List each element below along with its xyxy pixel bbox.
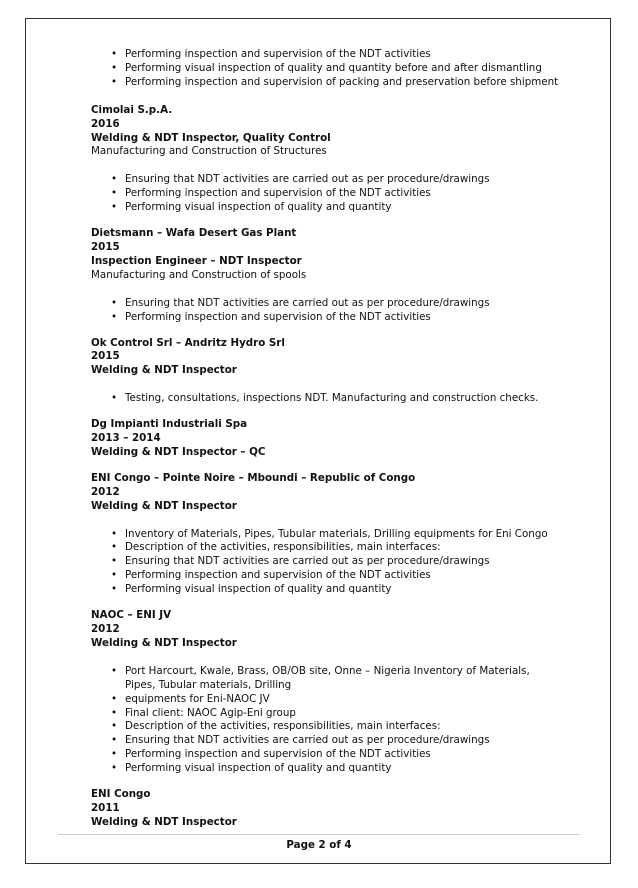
- bullet-item: • Performing inspection and supervision of packing and preservation before shipment: [91, 76, 561, 90]
- bullet-list: [91, 297, 561, 325]
- company-name: Dietsmann – Wafa Desert Gas Plant: [91, 227, 297, 240]
- job-entry: [91, 104, 561, 215]
- bullet-list: [91, 48, 561, 90]
- bullet-list: [91, 392, 561, 406]
- bullet-item: • Final client: NAOC Agip-Eni group: [91, 707, 561, 721]
- company-name: Ok Control Srl – Andritz Hydro Srl: [91, 336, 285, 349]
- company-name: Cimolai S.p.A.: [91, 103, 173, 116]
- job-entry: [91, 418, 561, 460]
- bullet-list: [91, 665, 561, 776]
- bullet-list: [91, 173, 561, 215]
- document-body: [91, 48, 561, 830]
- job-entry: [91, 472, 561, 597]
- bullet-item: • Ensuring that NDT activities are carried out as per procedure/drawings: [91, 555, 561, 569]
- bullet-item: • Performing visual inspection of quality and quantity: [91, 583, 561, 597]
- job-years: 2012: [91, 623, 120, 635]
- bullet-item: • Port Harcourt, Kwale, Brass, OB/OB site, Onne – Nigeria Inventory of Materials, Pipes, Tubular materials, Drilling: [91, 665, 561, 693]
- bullet-item: • Performing visual inspection of quality and quantity: [91, 201, 561, 215]
- bullet-item: • Performing inspection and supervision of the NDT activities: [91, 187, 561, 201]
- bullet-item: • Performing visual inspection of quality and quantity: [91, 762, 561, 776]
- job-role: Welding & NDT Inspector – QC: [91, 445, 266, 458]
- bullet-item: • Performing inspection and supervision of the NDT activities: [91, 311, 561, 325]
- company-name: ENI Congo: [91, 788, 151, 801]
- job-years: 2016: [91, 117, 120, 130]
- job-years: 2015: [91, 350, 120, 363]
- bullet-item: • Performing inspection and supervision of the NDT activities: [91, 748, 561, 762]
- bullet-item: • Performing visual inspection of quality and quantity before and after dismantling: [91, 62, 561, 76]
- bullet-item: • Performing inspection and supervision of the NDT activities: [91, 569, 561, 583]
- job-entry: [91, 337, 561, 407]
- bullet-item: • Ensuring that NDT activities are carried out as per procedure/drawings: [91, 297, 561, 311]
- job-years: 2013 – 2014: [91, 432, 161, 445]
- bullet-item: • Testing, consultations, inspections NDT. Manufacturing and construction checks.: [91, 392, 561, 406]
- bullet-item: • Description of the activities, responsibilities, main interfaces:: [91, 541, 561, 555]
- bullet-item: • Ensuring that NDT activities are carried out as per procedure/drawings: [91, 173, 561, 187]
- bullet-item: • equipments for Eni-NAOC JV: [91, 693, 561, 707]
- job-description: Manufacturing and Construction of spools: [91, 268, 307, 281]
- company-name: NAOC – ENI JV: [91, 609, 172, 622]
- job-role: Welding & NDT Inspector: [91, 815, 237, 828]
- job-years: 2011: [91, 801, 120, 814]
- job-role: Welding & NDT Inspector: [91, 364, 237, 377]
- job-role: Inspection Engineer – NDT Inspector: [91, 254, 302, 267]
- job-description: Manufacturing and Construction of Structures: [91, 145, 327, 158]
- page-number: Page 2 of 4: [286, 839, 352, 851]
- bullet-item: • Inventory of Materials, Pipes, Tubular materials, Drilling equipments for Eni Congo: [91, 528, 561, 542]
- bullet-item: • Ensuring that NDT activities are carried out as per procedure/drawings: [91, 734, 561, 748]
- job-role: Welding & NDT Inspector: [91, 636, 237, 649]
- job-role: Welding & NDT Inspector, Quality Control: [91, 131, 331, 144]
- bullet-item: • Performing inspection and supervision of the NDT activities: [91, 48, 561, 62]
- job-years: 2015: [91, 240, 120, 253]
- job-entry: [91, 609, 561, 776]
- footer-divider: [58, 834, 580, 835]
- company-name: ENI Congo – Pointe Noire – Mboundi – Republic of Congo: [91, 471, 416, 484]
- company-name: Dg Impianti Industriali Spa: [91, 418, 248, 431]
- job-entry: [91, 227, 561, 324]
- job-entry: [91, 788, 561, 830]
- continued-duties: [91, 48, 561, 90]
- job-years: 2012: [91, 485, 120, 498]
- bullet-list: [91, 528, 561, 598]
- job-role: Welding & NDT Inspector: [91, 499, 237, 512]
- bullet-item: • Description of the activities, responsibilities, main interfaces:: [91, 720, 561, 734]
